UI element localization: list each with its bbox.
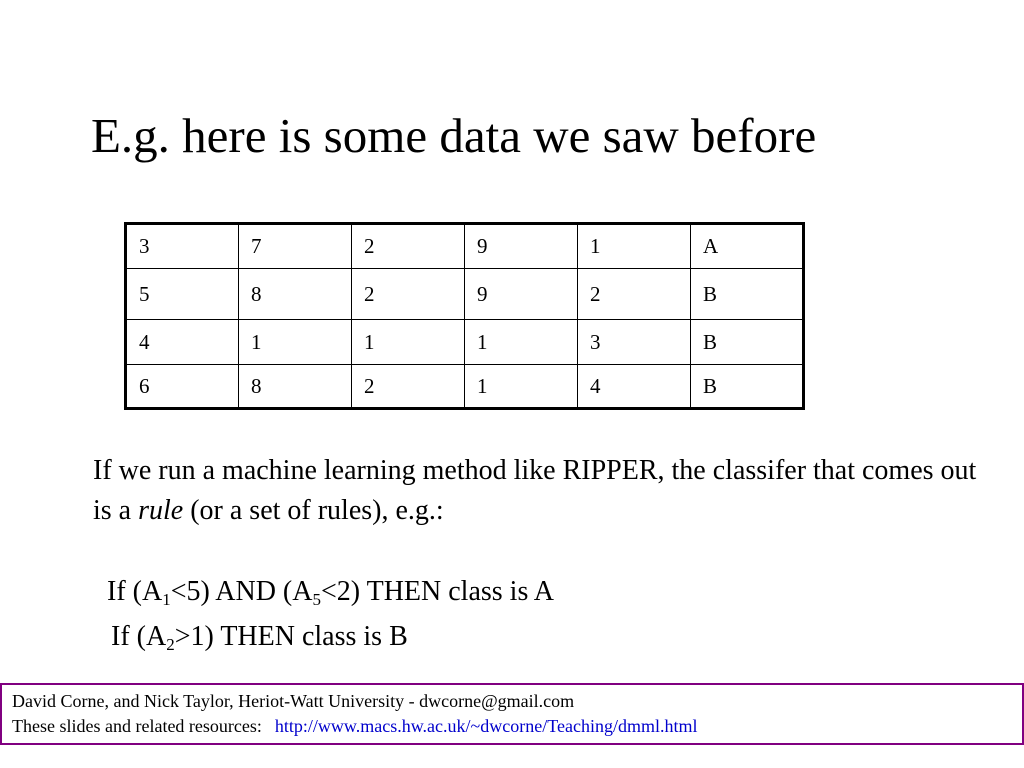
rule-text: If (A <box>111 621 167 652</box>
table-cell: 4 <box>578 365 691 409</box>
table-cell: 1 <box>239 320 352 365</box>
table-cell: 1 <box>352 320 465 365</box>
table-cell: 8 <box>239 269 352 320</box>
rule-subscript: 2 <box>166 635 175 654</box>
slide-title: E.g. here is some data we saw before <box>91 108 817 163</box>
table-cell: A <box>691 224 804 269</box>
table-row <box>126 365 804 409</box>
footer-resources-label: These slides and related resources: <box>12 716 262 736</box>
table-cell: 6 <box>126 365 239 409</box>
table-cell: 8 <box>239 365 352 409</box>
table-cell: 4 <box>126 320 239 365</box>
table-cell: B <box>691 320 804 365</box>
footer-credits: David Corne, and Nick Taylor, Heriot-Watt University - dwcorne@gmail.com <box>12 691 575 711</box>
table-cell: 1 <box>578 224 691 269</box>
rule-subscript: 5 <box>312 590 321 609</box>
rule-text: <5) AND (A <box>170 576 313 607</box>
footer-box <box>0 683 1024 745</box>
table-row <box>126 224 804 269</box>
rule-line-1 <box>107 572 554 612</box>
table-cell: 9 <box>465 269 578 320</box>
table-row <box>126 269 804 320</box>
table-row <box>126 320 804 365</box>
table-cell: 2 <box>352 365 465 409</box>
footer-resources <box>12 714 1022 739</box>
description-paragraph <box>93 451 993 531</box>
table-cell: 1 <box>465 320 578 365</box>
table-cell: 5 <box>126 269 239 320</box>
table-cell: 9 <box>465 224 578 269</box>
table-cell: 3 <box>126 224 239 269</box>
table-cell: 3 <box>578 320 691 365</box>
data-table <box>124 222 805 410</box>
table-cell: 1 <box>465 365 578 409</box>
course-link[interactable]: http://www.macs.hw.ac.uk/~dwcorne/Teaching/dmml.html <box>274 716 698 736</box>
table-cell: B <box>691 269 804 320</box>
table-cell: B <box>691 365 804 409</box>
emphasized-word: rule <box>138 495 184 526</box>
table-cell: 2 <box>352 224 465 269</box>
paragraph-text-end: (or a set of rules), e.g.: <box>183 495 444 526</box>
table-cell: 7 <box>239 224 352 269</box>
table-cell: 2 <box>352 269 465 320</box>
rule-text: If (A <box>107 576 163 607</box>
paragraph-text: If we run a machine learning method like RIPPER, the classifer that comes out is a <box>93 455 977 526</box>
rule-subscript: 1 <box>162 590 171 609</box>
rule-text: <2) THEN class is A <box>320 576 555 607</box>
rule-line-2 <box>111 617 408 657</box>
rule-text: >1) THEN class is B <box>174 621 408 652</box>
table-cell: 2 <box>578 269 691 320</box>
